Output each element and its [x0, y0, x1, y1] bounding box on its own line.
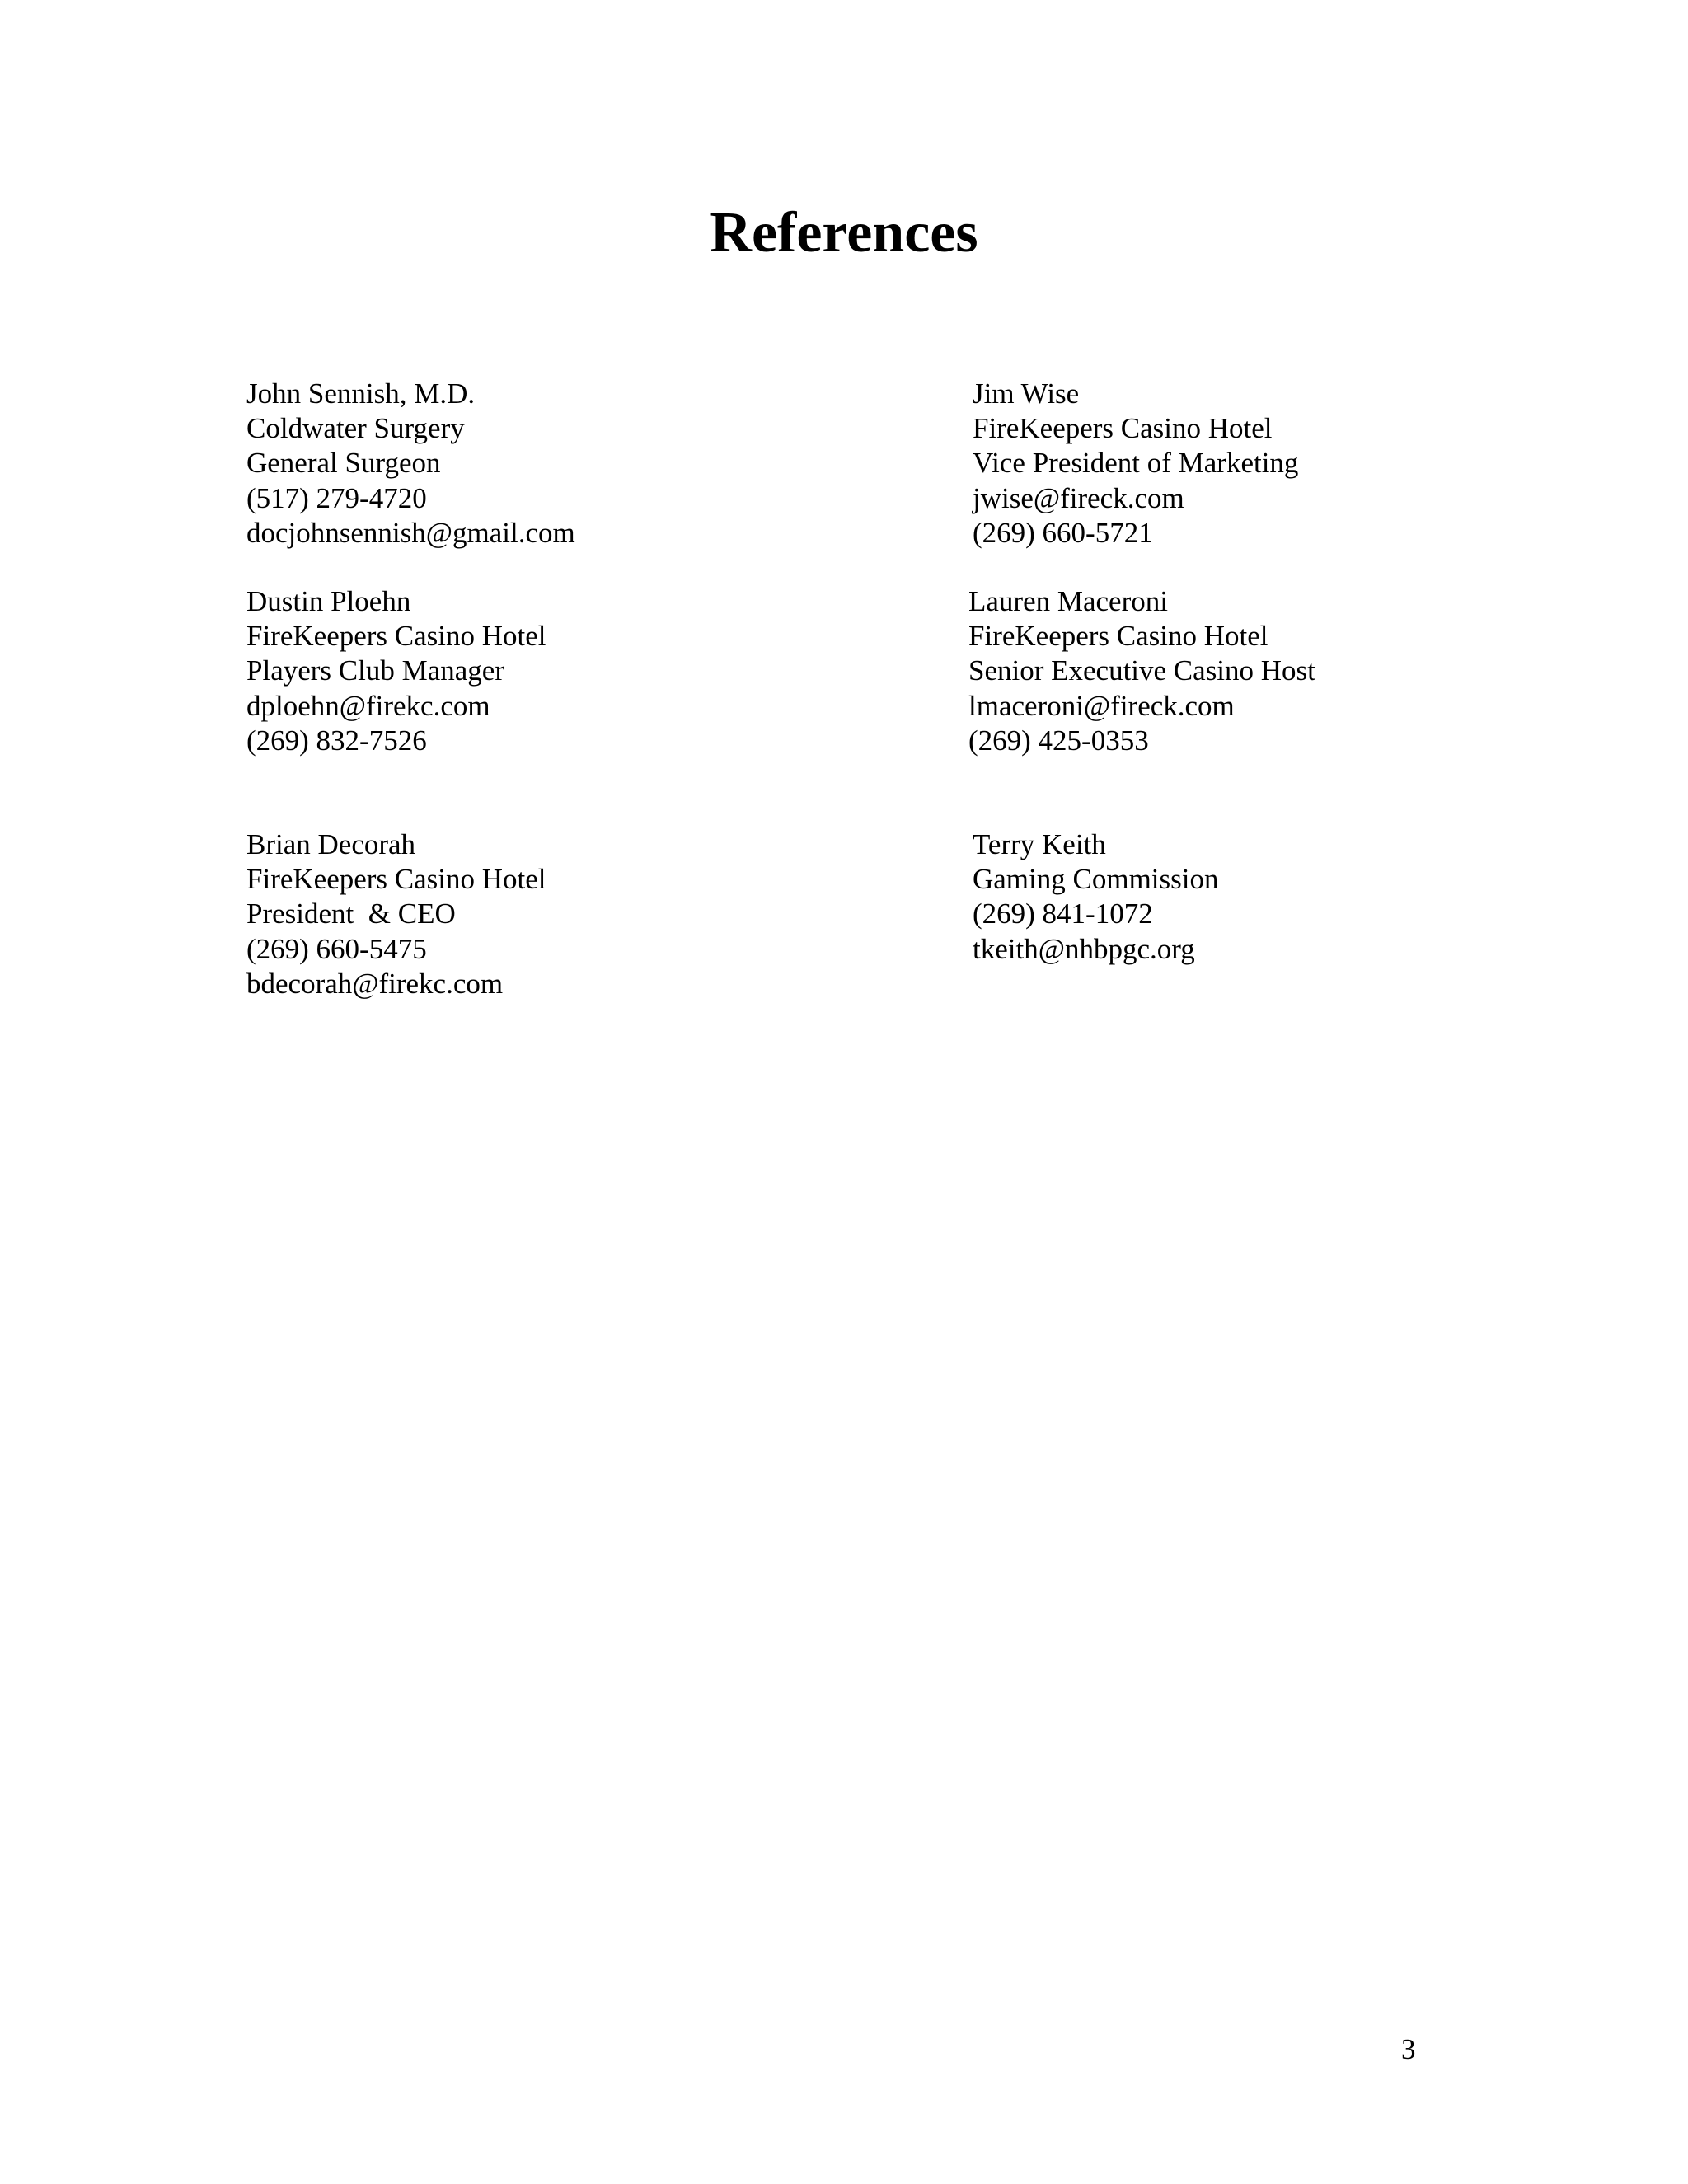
reference-position: President & CEO: [246, 898, 456, 930]
reference-organization: Gaming Commission: [973, 863, 1219, 896]
reference-organization: Coldwater Surgery: [246, 412, 465, 445]
reference-phone: (269) 425-0353: [968, 724, 1149, 757]
reference-position: General Surgeon: [246, 447, 441, 480]
reference-phone: (517) 279-4720: [246, 481, 427, 514]
reference-name: Terry Keith: [973, 828, 1106, 860]
reference-email: lmaceroni@fireck.com: [968, 689, 1235, 722]
reference-position: Players Club Manager: [246, 654, 504, 687]
reference-john-sennish: [246, 377, 575, 551]
reference-phone: (269) 660-5475: [246, 932, 427, 965]
reference-dustin-ploehn: [246, 584, 546, 758]
reference-jim-wise: [973, 377, 1298, 551]
reference-name: Brian Decorah: [246, 828, 416, 860]
reference-phone: (269) 832-7526: [246, 724, 427, 757]
page-number: 3: [1401, 2033, 1416, 2065]
reference-name: Jim Wise: [973, 377, 1080, 410]
reference-lauren-maceroni: [968, 584, 1315, 758]
page-title: References: [710, 201, 978, 265]
reference-email: dploehn@firekc.com: [246, 689, 490, 722]
reference-terry-keith: [973, 827, 1219, 967]
reference-email: jwise@fireck.com: [973, 481, 1184, 514]
reference-organization: FireKeepers Casino Hotel: [968, 620, 1268, 653]
reference-name: John Sennish, M.D.: [246, 377, 476, 410]
reference-email: docjohnsennish@gmail.com: [246, 516, 575, 549]
reference-organization: FireKeepers Casino Hotel: [246, 863, 546, 896]
reference-organization: FireKeepers Casino Hotel: [246, 620, 546, 653]
reference-name: Lauren Maceroni: [968, 585, 1168, 617]
reference-brian-decorah: [246, 827, 546, 1001]
reference-name: Dustin Ploehn: [246, 585, 411, 617]
reference-email: bdecorah@firekc.com: [246, 967, 504, 1000]
reference-phone: (269) 841-1072: [973, 898, 1153, 930]
reference-position: Senior Executive Casino Host: [968, 654, 1315, 687]
reference-position: Vice President of Marketing: [973, 447, 1299, 480]
reference-organization: FireKeepers Casino Hotel: [973, 412, 1273, 445]
reference-phone: (269) 660-5721: [973, 516, 1153, 549]
reference-email: tkeith@nhbpgc.org: [973, 932, 1195, 965]
